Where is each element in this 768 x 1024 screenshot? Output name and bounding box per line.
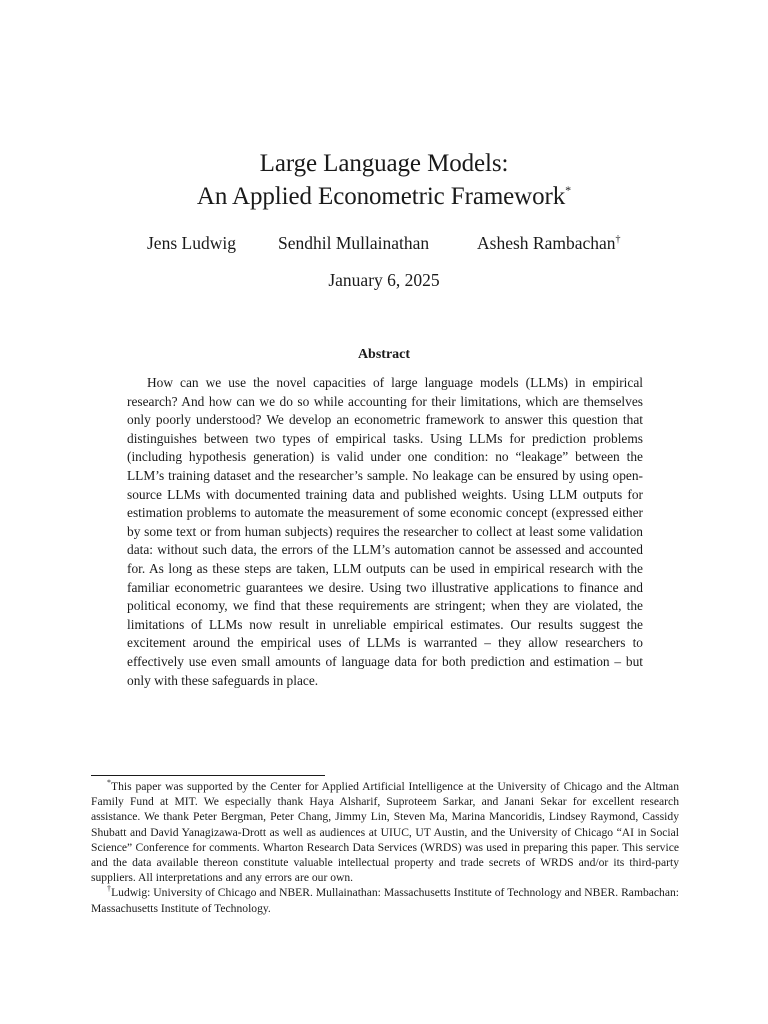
author-name: Jens Ludwig xyxy=(147,233,236,253)
footnotes xyxy=(91,779,679,916)
footnote-mark: † xyxy=(107,884,112,894)
title-block xyxy=(0,147,768,213)
footnote: †Ludwig: University of Chicago and NBER. Mullainathan: Massachusetts Institute of Technology and NBER. Rambachan: Massachusetts Institute of Technology. xyxy=(91,884,680,915)
footnote-mark: * xyxy=(107,778,111,787)
author-name: Ashesh Rambachan† xyxy=(477,233,621,253)
author-footnote-mark: † xyxy=(615,234,621,245)
paper-title-line-2: An Applied Econometric Framework* xyxy=(196,183,572,210)
paper-date: January 6, 2025 xyxy=(328,270,440,290)
abstract-heading: Abstract xyxy=(357,347,411,362)
paper-title-line-1: Large Language Models: xyxy=(259,150,509,177)
footnote-divider xyxy=(91,775,325,776)
title-footnote-mark: * xyxy=(565,183,572,197)
author-name: Sendhil Mullainathan xyxy=(278,233,430,253)
abstract-body: How can we use the novel capacities of large language models (LLMs) in empirical research? And how can we do so while accounting for their limitations, which are themselves only poorly understood? We develop an econometric framework to answer this question that distinguishes between two types of empirical tasks. Using LLMs for prediction problems (including hypothesis generation) is valid under one condition: no “leakage” between the LLM’s training dataset and the researcher’s sample. No leakage can be ensured by using open-source LLMs with documented training data and published weights. Using LLM outputs for estimation problems to automate the measurement of some economic concept (expressed either by some text or from human subjects) requires the researcher to collect at least some validation data: without such data, the errors of the LLM’s automation cannot be assessed and accounted for. As long as these steps are taken, LLM outputs can be used in empirical research with the familiar econometric guarantees we desire. Using two illustrative applications to finance and political economy, we find that these requirements are stringent; when they are violated, the limitations of LLMs now result in unreliable empirical estimates. Our results suggest the excitement around the empirical uses of LLMs is warranted – they allow researchers to effectively use even small amounts of language data for both prediction and estimation – but only with these safeguards in place. xyxy=(127,375,643,688)
footnote: *This paper was supported by the Center for Applied Artificial Intelligence at the University of Chicago and the Altman Family Fund at MIT. We especially thank Haya Alsharif, Suproteem Sarkar, and Janani Sekar for excellent research assistance. We thank Peter Bergman, Peter Chang, Jimmy Lin, Steven Ma, Marina Mancoridis, Lindsey Raymond, Cassidy Shubatt and David Yanagizawa-Drott as well as audiences at UIUC, UT Austin, and the University of Chicago “AI in Social Science” Conference for comments. Wharton Research Data Services (WRDS) was used in preparing this paper. This service and the data available thereon constitute valuable intellectual property and trade secrets of WRDS and/or its third-party suppliers. All interpretations and any errors are our own. xyxy=(91,778,679,885)
